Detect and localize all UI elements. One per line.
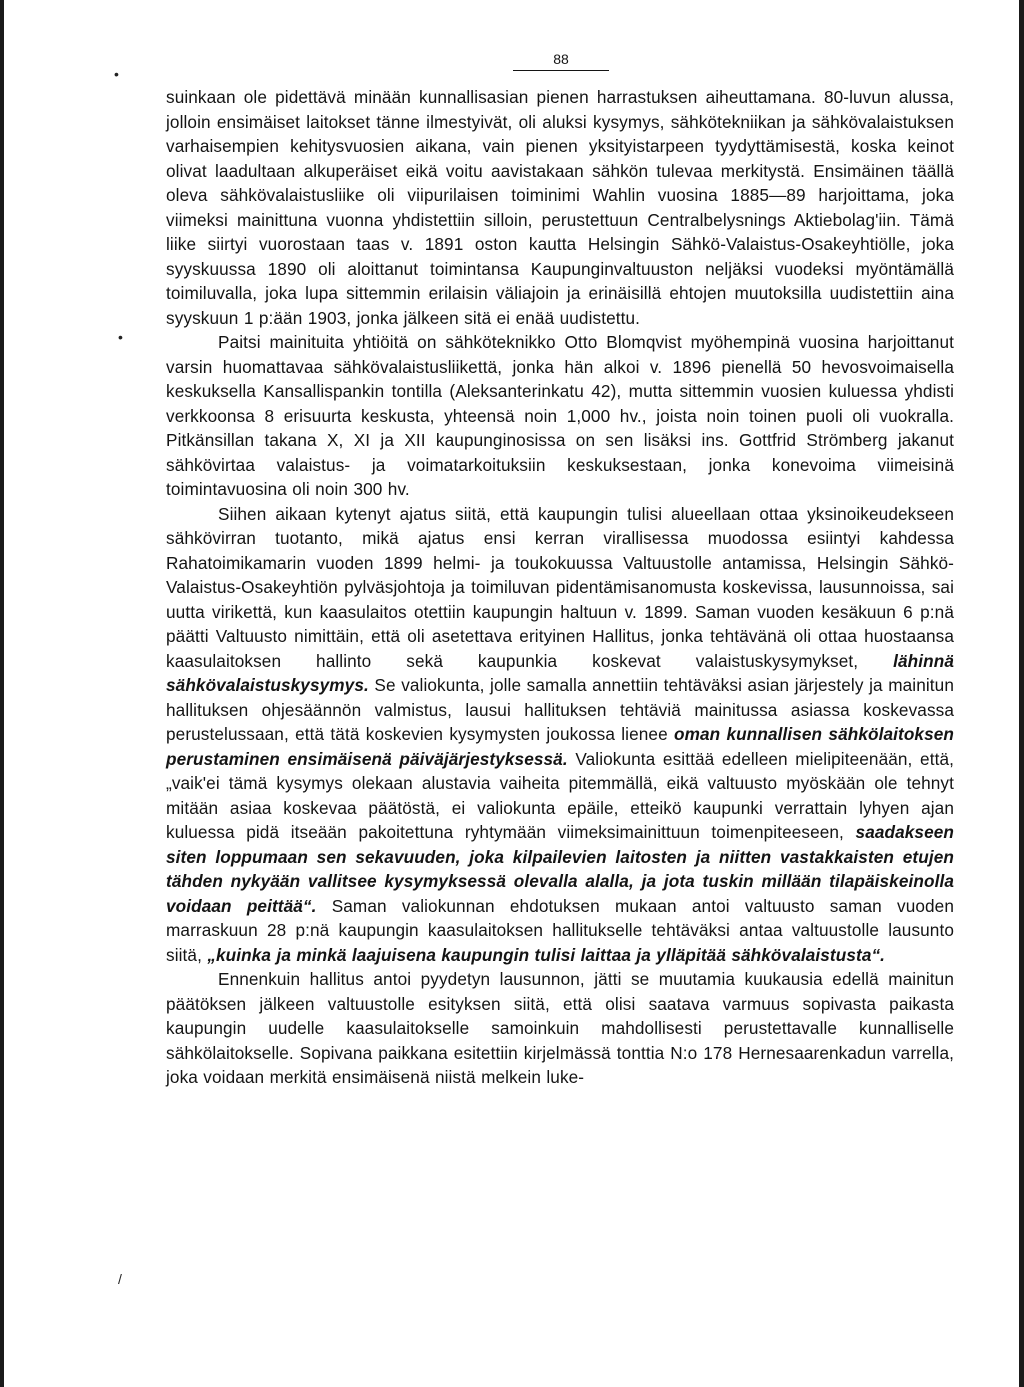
paragraph <box>166 502 954 968</box>
text-run: Saman valiokunnan ehdotuksen mukaan antoi valtuusto saman vuoden marraskuun 28 p:nä kaupungin kaasulaitoksen hallitukselle tehtäväksi antaa valtuustolle lausunto siitä, <box>166 895 954 965</box>
text-run: Se valiokunta, jolle samalla annettiin tehtäväksi asian järjestely ja mainitun hallituksen ohjesäännön valmistus, lausui hallituksen tehtäviä mainitussa asiassa koskevassa perustelussaan, että tätä koskevien kysymysten joukossa lienee <box>166 675 954 744</box>
emphasized-text: saadakseen siten loppumaan sen sekavuuden, joka kilpailevien laitosten ja niitten vastakkaisten etujen tähden nykyään vallitsee kysymyksessä olevalla alalla, ja jota tuskin millään tilapäiskeinolla voidaan peittää“. <box>166 822 954 916</box>
paragraph <box>166 330 954 502</box>
paragraph <box>166 85 954 330</box>
scan-right-edge <box>1019 0 1024 1387</box>
scan-speck: • <box>114 66 119 82</box>
paragraph <box>166 967 954 1090</box>
emphasized-text: lähinnä sähkövalaistuskysymys. <box>166 650 954 695</box>
body-text <box>166 85 954 1090</box>
scan-left-edge <box>0 0 4 1387</box>
text-run: Ennenkuin hallitus antoi pyydetyn lausunnon, jätti se muutamia kuukausia edellä mainitun päätöksen jälkeen valtuustolle esityksen siitä, että olisi saatava varmuus sopivasta paikasta kaupungin uudelle kaasulaitokselle samoinkuin mahdollisesti perustettavalle kunnalliselle sähkölaitokselle. Sopivana paikkana esitettiin kirjelmässä tonttia N:o 178 Hernesaarenkadun varrella, joka voidaan merkitä ensimäisenä niistä melkein luke- <box>166 969 954 1087</box>
text-run: Valiokunta esittää edelleen mielipiteenään, että, „vaik'ei tämä kysymys olekaan alustavia vaiheita pitemmällä, eikä valtuusto myöskään ole tehnyt mitään asiaa koskevaa päätöstä, ei valiokunta epäile, etteikö kaupunki verrattain lyhyen ajan kuluessa pidä itseään pakoitettuna ryhtymään viimeksimainittuun toimenpiteeseen, <box>166 748 954 842</box>
emphasized-text: „kuinka ja minkä laajuisena kaupungin tulisi laittaa ja ylläpitää sähkövalaistusta“. <box>207 944 886 965</box>
text-run: Siihen aikaan kytenyt ajatus siitä, että kaupungin tulisi alueellaan ottaa yksinoikeudekseen sähkövirran tuotanto, mikä ajatus ensi kerran virallisessa muodossa esiintyi kahdessa Rahatoimikamarin vuoden 1899 helmi- ja toukokuussa Valtuustolle antamissa, Helsingin Sähkö-Valaistus-Osakeyhtiön pylväsjohtoja ja toimiluvan pidentämisanomusta koskevissa, lausunnoissa, sai uutta virikettä, kun kaasulaitos otettiin kaupungin haltuun v. 1899. Saman vuoden kesäkuun 6 p:nä päätti Valtuusto nimittäin, että oli asetettava erityinen Hallitus, jonka tehtävänä oli ottaa huostaansa kaasulaitoksen hallinto sekä kaupunkia koskevat valaistuskysymykset, <box>166 503 954 671</box>
emphasized-text: oman kunnallisen sähkölaitoksen perustaminen ensimäisenä päiväjärjestyksessä. <box>166 724 954 769</box>
scan-speck: • <box>118 329 123 345</box>
text-run: suinkaan ole pidettävä minään kunnallisasian pienen harrastuksen aiheuttamana. 80-luvun alussa, jolloin ensimäiset laitokset tänne ilmestyivät, oli aluksi kysymys, sähkötekniikan ja sähkövalaistuksen varhaisempien kehitysvuosien aikana, vain pienen yksityistarpeen tyydyttämisestä, koska keinot olivat laadultaan alkuperäiset eikä voitu aavistakaan sähkön tulevaa merkitystä. Ensimäinen täällä oleva sähkövalaistusliike oli viipurilaisen toiminimi Wahlin vuosina 1885—89 harjoittama, joka viimeksi mainittuna vuonna yhdistettiin silloin, perustettuun Centralbelysnings Aktiebolag'iin. Tämä liike siirtyi vuorostaan taas v. 1891 oston kautta Helsingin Sähkö-Valaistus-Osakeyhtiölle, joka syyskuussa 1890 oli aloittanut toimintansa Kaupunginvaltuuston neljäksi vuodeksi myöntämällä toimiluvalla, joka lupa sittemmin erilaisin väliajoin ja erinäisillä ehtojen muutoksilla uudistettiin aina syyskuun 1 p:ään 1903, jonka jälkeen sitä ei enää uudistettu. <box>166 87 954 328</box>
scan-speck: / <box>118 1271 122 1287</box>
text-run: Paitsi mainituita yhtiöitä on sähköteknikko Otto Blomqvist myöhempinä vuosina harjoittanut varsin huomattavaa sähkövalaistusliikettä, jonka hän alkoi v. 1896 pienellä 50 hevosvoimaisella keskuksella Kansallispankin tontilla (Aleksanterinkatu 42), mutta sittemmin vuosien kuluessa yhdisti verkkoonsa 8 erisuurta keskusta, yhteensä noin 1,000 hv., joista noin toinen puoli oli vuokralla. Pitkänsillan takana X, XI ja XII kaupunginosissa on sen lisäksi ins. Gottfrid Strömberg jakanut sähkövirtaa valaistus- ja voimatarkoituksiin keskuksestaan, jonka konevoima viimeisinä toimintavuosina oli noin 300 hv. <box>166 332 954 499</box>
page-number: 88 <box>553 51 569 67</box>
page-header <box>513 50 609 71</box>
